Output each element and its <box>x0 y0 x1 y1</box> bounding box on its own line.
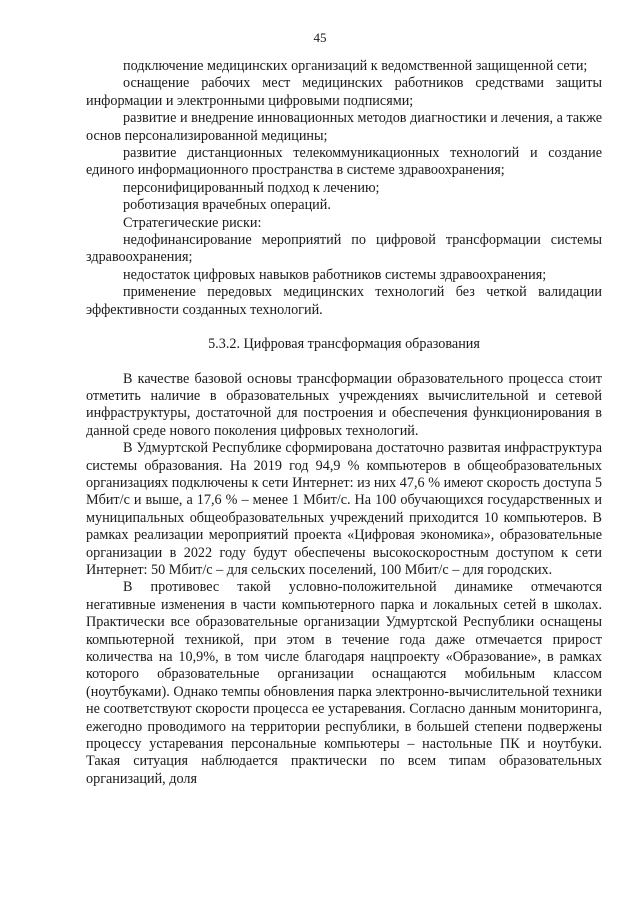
risks-heading: Стратегические риски: <box>123 214 262 231</box>
list-item: оснащение рабочих мест медицинских работников средствами защиты информации и электронными цифровыми подписями; <box>86 75 602 109</box>
list-item: персонифицированный подход к лечению; <box>123 179 380 196</box>
list-item: развитие дистанционных телекоммуникационных технологий и создание единого информационного пространства в системе здравоохранения; <box>86 145 602 179</box>
list-item: развитие и внедрение инновационных методов диагностики и лечения, а также основ персонализированной медицины; <box>86 110 602 144</box>
section-paragraph: В противовес такой условно-положительной динамике отмечаются негативные изменения в части компьютерного парка и локальных сетей в школах. Практически все образовательные организации Удмуртской Республики оснащены компьютерной техникой, при этом в течение года даже отмечается прирост количества на 10,9%, в том числе благодаря нацпроекту «Образование», в рамках которого образовательные организации оснащаются мобильным классом (ноутбуками). Однако темпы обновления парка электронно-вычислительной техники не соответствуют скорости процесса ее устаревания. Согласно данным мониторинга, ежегодно проводимого на территории республики, в большей степени подвержены процессу устаревания персональные компьютеры – настольные ПК и ноутбуки. Такая ситуация наблюдается практически по всем типам образовательных организаций, доля <box>86 579 602 787</box>
page-number: 45 <box>313 30 327 45</box>
page-body <box>86 58 602 788</box>
section-paragraph: В Удмуртской Республике сформирована достаточно развитая инфраструктура системы образования. На 2019 год 94,9 % компьютеров в общеобразовательных организациях подключены к сети Интернет: из них 47,6 % имеют скорость доступа 5 Мбит/с и выше, а 17,6 % – менее 1 Мбит/с. На 100 обучающихся государственных и муниципальных общеобразовательных учреждений приходится 10 компьютеров. В рамках реализации мероприятий проекта «Цифровая экономика», образовательные организации в 2022 году будут обеспечены высокоскоростным доступом к сети Интернет: 50 Мбит/с – для сельских поселений, 100 Мбит/с – для городских. <box>86 440 602 578</box>
list-item: роботизация врачебных операций. <box>123 197 331 214</box>
section-heading: 5.3.2. Цифровая трансформация образования <box>208 336 480 353</box>
list-item: подключение медицинских организаций к ведомственной защищенной сети; <box>123 58 588 74</box>
risk-item: недостаток цифровых навыков работников системы здравоохранения; <box>123 266 547 283</box>
risk-item: применение передовых медицинских технологий без четкой валидации эффективности созданных технологий. <box>86 284 602 318</box>
risk-item: недофинансирование мероприятий по цифровой трансформации системы здравоохранения; <box>86 232 602 266</box>
section-paragraph: В качестве базовой основы трансформации образовательного процесса стоит отметить наличие в образовательных учреждениях вычислительной и сетевой инфраструктуры, достаточной для построения и обеспечения функционирования в данной среде нового поколения цифровых технологий. <box>86 370 602 439</box>
